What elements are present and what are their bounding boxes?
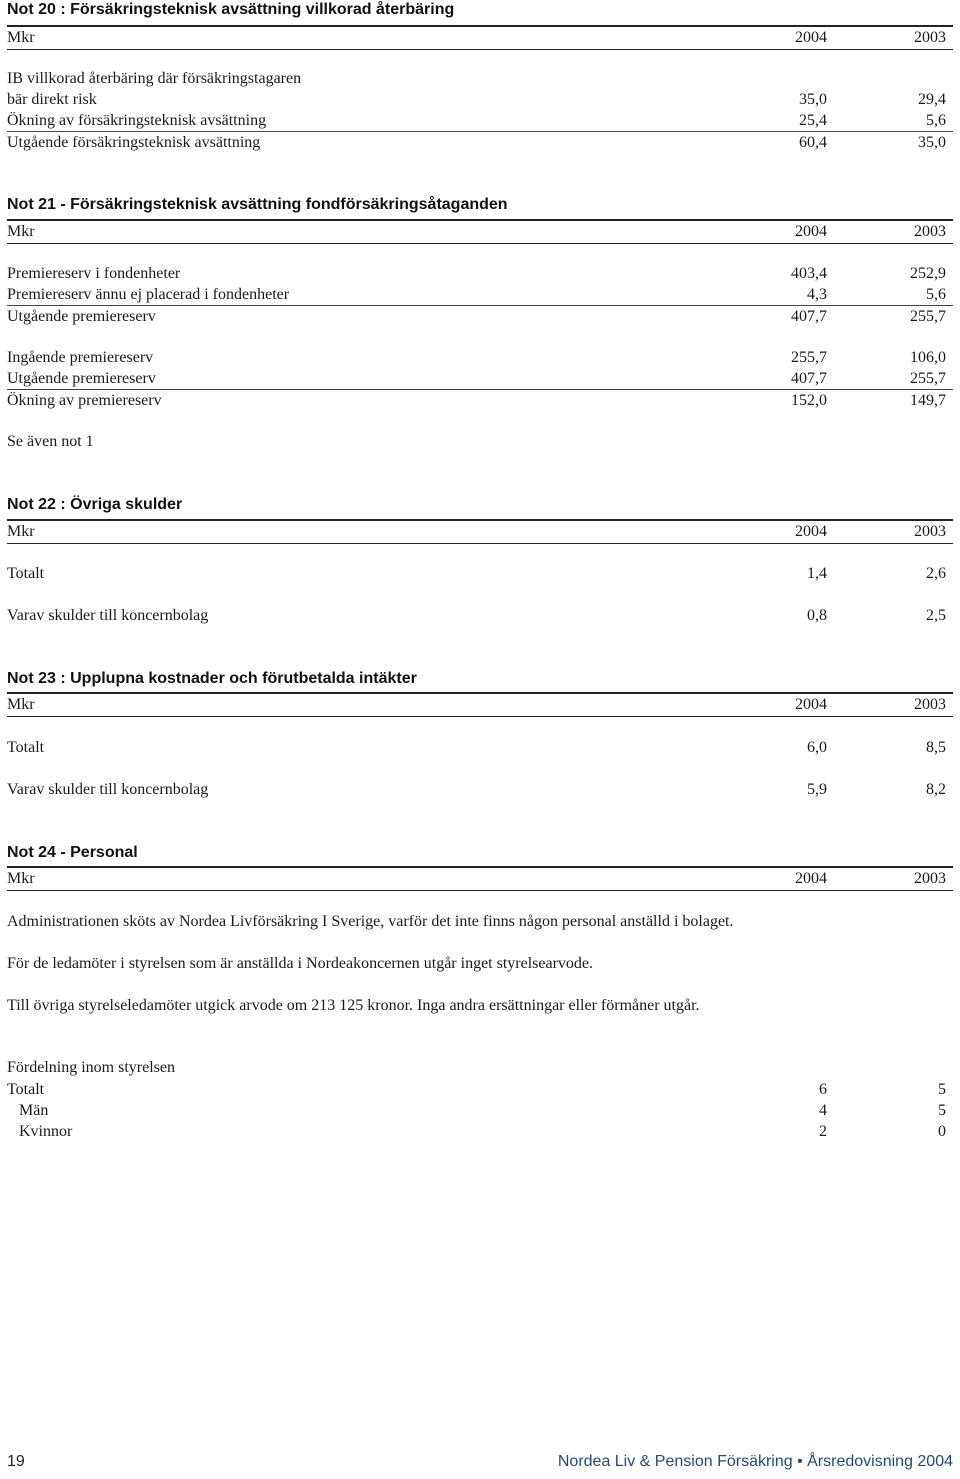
note21-row — [7, 348, 953, 368]
note20-row-label: Utgående försäkringsteknisk avsättning — [7, 134, 261, 151]
note22-header — [7, 519, 953, 544]
note20-row — [7, 69, 953, 89]
note21-row-value-2003: 5,6 — [926, 286, 946, 303]
footer-title: Nordea Liv & Pension Försäkring • Årsredovisning 2004 — [557, 1453, 953, 1470]
distribution-row-label: Kvinnor — [19, 1123, 73, 1140]
note24-header-year2: 2003 — [914, 870, 946, 887]
note21-row-value-2003: 255,7 — [910, 370, 946, 387]
note24-paragraph: Administrationen sköts av Nordea Livförsäkring I Sverige, varför det inte finns någon personal anställd i bolaget. — [7, 913, 734, 930]
note21-row-label: Premiereserv i fondenheter — [7, 265, 181, 282]
note21-row-label: Utgående premiereserv — [7, 370, 156, 387]
note20-row-label: Ökning av försäkringsteknisk avsättning — [7, 112, 267, 129]
note20-row-value-2003: 5,6 — [926, 112, 946, 129]
note20-header-year2: 2003 — [914, 29, 946, 46]
note23-title: Not 23 : Upplupna kostnader och förutbetalda intäkter — [7, 670, 417, 687]
note20-row-value-2004: 35,0 — [799, 91, 827, 108]
note22-row-value-2004: 0,8 — [807, 607, 827, 624]
page-number: 19 — [7, 1453, 25, 1470]
note20-row — [7, 111, 953, 132]
note23-row-value-2003: 8,5 — [926, 739, 946, 756]
note21-row-label: Ingående premiereserv — [7, 349, 154, 366]
note20-header — [7, 25, 953, 50]
note24-title: Not 24 - Personal — [7, 844, 138, 861]
note21-header-label: Mkr — [7, 223, 35, 240]
note21-row-value-2003: 106,0 — [910, 349, 946, 366]
distribution-row-label: Män — [19, 1102, 49, 1119]
note21-row — [7, 391, 953, 411]
note21-row-label: Premiereserv ännu ej placerad i fondenheter — [7, 286, 290, 303]
note23-header-label: Mkr — [7, 696, 35, 713]
note20-row — [7, 133, 953, 153]
note21-header-year2: 2003 — [914, 223, 946, 240]
note20-row-value-2003: 29,4 — [918, 91, 946, 108]
note24-paragraph: För de ledamöter i styrelsen som är anställda i Nordeakoncernen utgår inget styrelsearvode. — [7, 955, 594, 972]
note23-row-value-2004: 6,0 — [807, 739, 827, 756]
note23-row-value-2003: 8,2 — [926, 781, 946, 798]
note21-title: Not 21 - Försäkringsteknisk avsättning fondförsäkringsåtaganden — [7, 196, 508, 213]
note21-row — [7, 307, 953, 327]
note21-row-value-2004: 407,7 — [791, 308, 827, 325]
note23-row — [7, 780, 953, 800]
note23-row-value-2004: 5,9 — [807, 781, 827, 798]
distribution-row-value-2004: 6 — [819, 1081, 827, 1098]
note21-row-value-2003: 252,9 — [910, 265, 946, 282]
note22-header-year1: 2004 — [795, 523, 827, 540]
note24-paragraph: Till övriga styrelseledamöter utgick arvode om 213 125 kronor. Inga andra ersättningar eller förmåner utgår. — [7, 997, 700, 1014]
note22-row — [7, 564, 953, 584]
distribution-row-value-2003: 0 — [938, 1123, 946, 1140]
note23-header-year1: 2004 — [795, 696, 827, 713]
note22-row-label: Varav skulder till koncernbolag — [7, 607, 209, 624]
note22-row — [7, 606, 953, 626]
distribution-row-label: Totalt — [7, 1081, 45, 1098]
note24-header — [7, 866, 953, 891]
note20-title: Not 20 : Försäkringsteknisk avsättning villkorad återbäring — [7, 1, 455, 18]
note22-header-label: Mkr — [7, 523, 35, 540]
note23-row-label: Totalt — [7, 739, 45, 756]
note22-title: Not 22 : Övriga skulder — [7, 496, 183, 513]
note22-row-value-2004: 1,4 — [807, 565, 827, 582]
note22-row-value-2003: 2,5 — [926, 607, 946, 624]
note21-row-label: Ökning av premiereserv — [7, 392, 162, 409]
note21-row — [7, 369, 953, 390]
note22-row-value-2003: 2,6 — [926, 565, 946, 582]
note21-row-value-2003: 255,7 — [910, 308, 946, 325]
note21-row-value-2004: 152,0 — [791, 392, 827, 409]
distribution-row-value-2004: 2 — [819, 1123, 827, 1140]
note23-row-label: Varav skulder till koncernbolag — [7, 781, 209, 798]
note20-row-value-2003: 35,0 — [918, 134, 946, 151]
note20-row — [7, 90, 953, 110]
note24-distribution-row — [7, 1080, 953, 1100]
note20-header-year1: 2004 — [795, 29, 827, 46]
note23-header-year2: 2003 — [914, 696, 946, 713]
note24-distribution-row — [7, 1101, 953, 1121]
note21-header — [7, 219, 953, 244]
note20-header-label: Mkr — [7, 29, 35, 46]
note21-row-label: Utgående premiereserv — [7, 308, 156, 325]
note20-row-label: IB villkorad återbäring där försäkringstagaren — [7, 70, 302, 87]
note20-row-value-2004: 60,4 — [799, 134, 827, 151]
note24-header-year1: 2004 — [795, 870, 827, 887]
note21-footnote: Se även not 1 — [7, 433, 94, 450]
note21-header-year1: 2004 — [795, 223, 827, 240]
note24-distribution-row — [7, 1122, 953, 1142]
note23-row — [7, 738, 953, 758]
note24-header-label: Mkr — [7, 870, 35, 887]
note24-distribution-title: Fördelning inom styrelsen — [7, 1059, 175, 1076]
note23-header — [7, 692, 953, 717]
note21-row-value-2004: 403,4 — [791, 265, 827, 282]
distribution-row-value-2003: 5 — [938, 1102, 946, 1119]
note21-row-value-2004: 407,7 — [791, 370, 827, 387]
note21-row-value-2004: 255,7 — [791, 349, 827, 366]
note22-row-label: Totalt — [7, 565, 45, 582]
note21-row — [7, 264, 953, 284]
distribution-row-value-2003: 5 — [938, 1081, 946, 1098]
note20-row-label: bär direkt risk — [7, 91, 97, 108]
note21-row-value-2004: 4,3 — [807, 286, 827, 303]
note21-row — [7, 285, 953, 306]
note21-row-value-2003: 149,7 — [910, 392, 946, 409]
note20-row-value-2004: 25,4 — [799, 112, 827, 129]
note22-header-year2: 2003 — [914, 523, 946, 540]
distribution-row-value-2004: 4 — [819, 1102, 827, 1119]
